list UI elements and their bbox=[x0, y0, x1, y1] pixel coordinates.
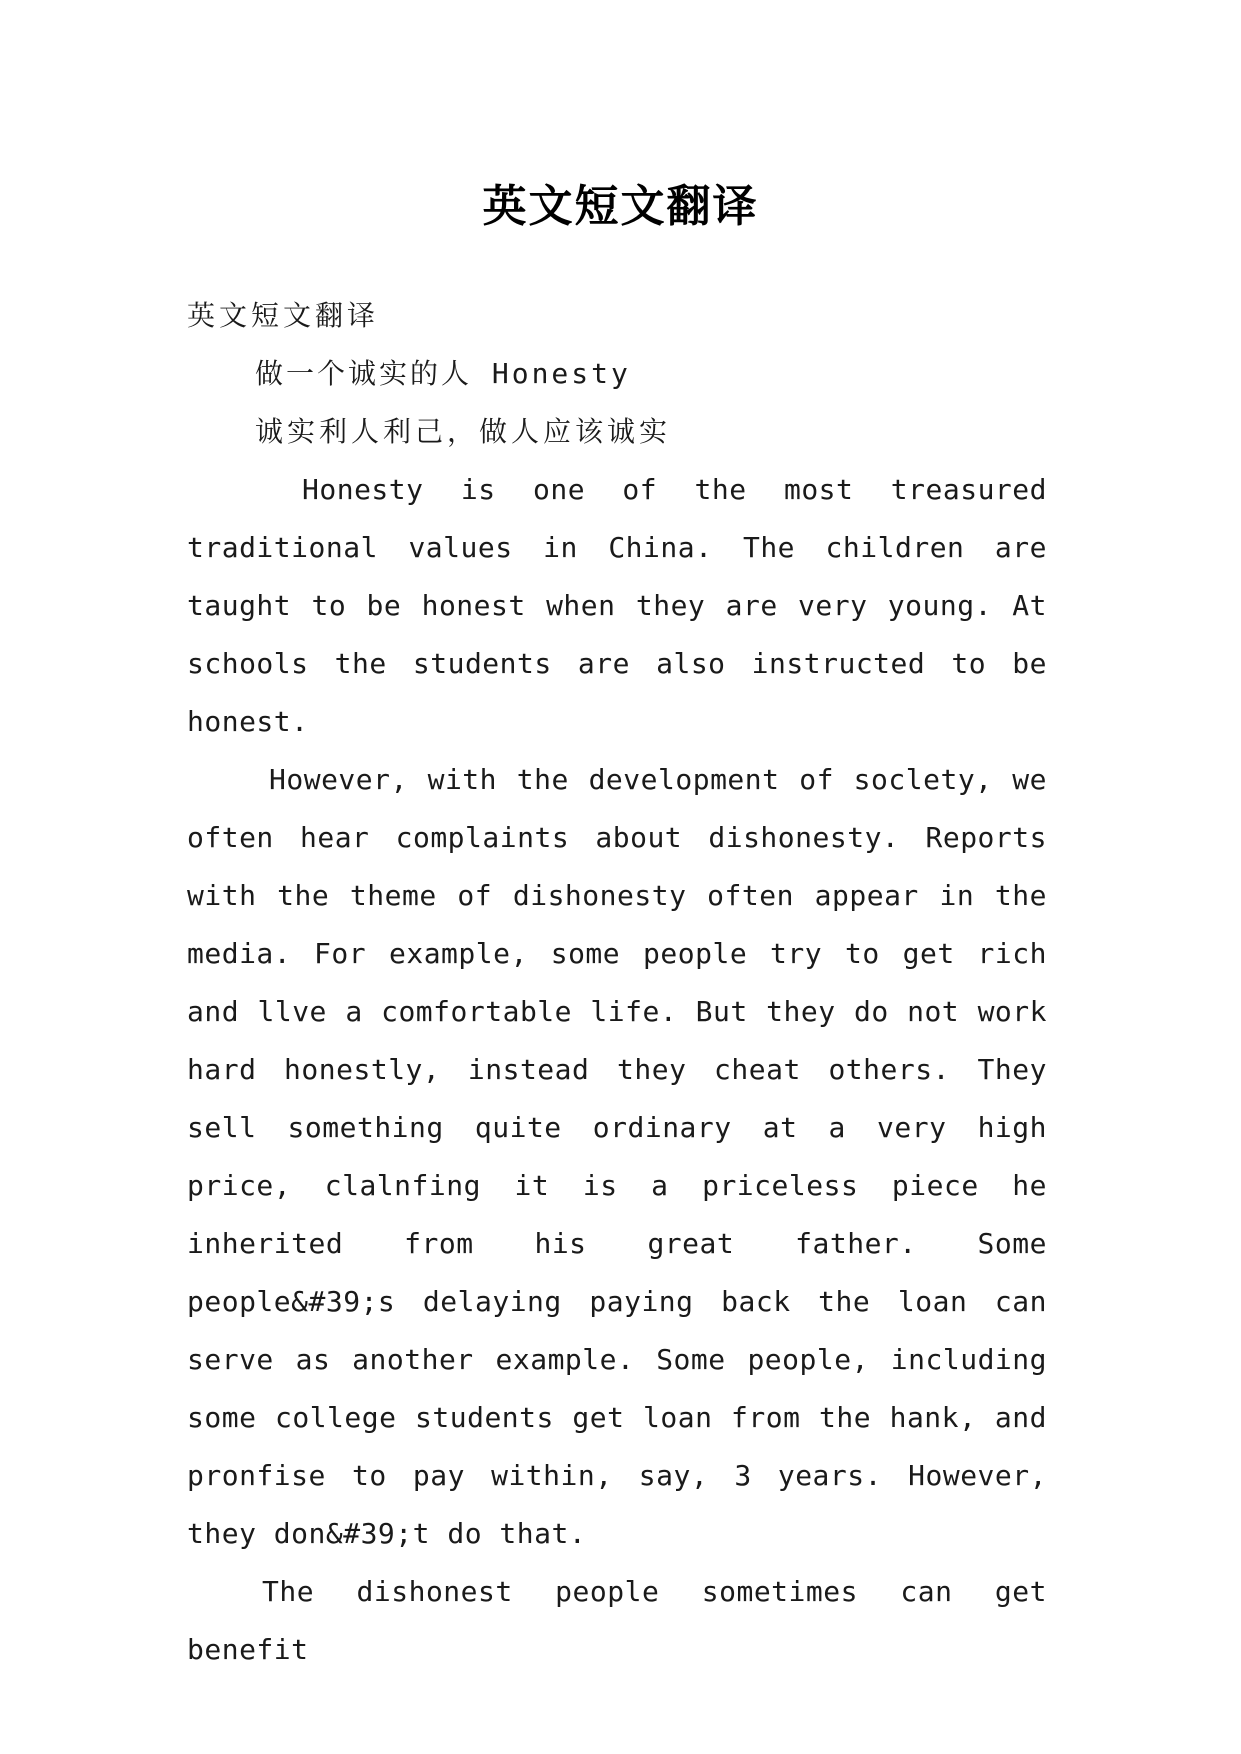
heading-line: 做一个诚实的人 Honesty bbox=[255, 357, 631, 390]
paragraph-2: However, with the development of soclety, we often hear complaints about dishonesty. Reports with the theme of dishonesty often appear in the media. For example, some people try to get rich and llve a comfortable life. But they do not work hard honestly, instead they cheat others. They sell something quite ordinary at a very high price, clalnfing it is a priceless piece he inherited from his great father. Some people&#39;s delaying paying back the loan can serve as another example. Some people, including some college students get loan from the hank, and pronfise to pay within, say, 3 years. However, they don&#39;t do that. bbox=[187, 763, 1047, 1550]
document-body bbox=[187, 287, 1047, 1679]
paragraph-3: The dishonest people sometimes can get benefit bbox=[187, 1575, 1047, 1666]
document-title: 英文短文翻译 bbox=[482, 181, 759, 233]
subheading-line: 诚实利人利己，做人应该诚实 bbox=[255, 415, 672, 448]
subtitle-line: 英文短文翻译 bbox=[187, 299, 380, 332]
paragraph-1: Honesty is one of the most treasured traditional values in China. The children are taught to be honest when they are very young. At schools the students are also instructed to be honest. bbox=[187, 473, 1047, 738]
